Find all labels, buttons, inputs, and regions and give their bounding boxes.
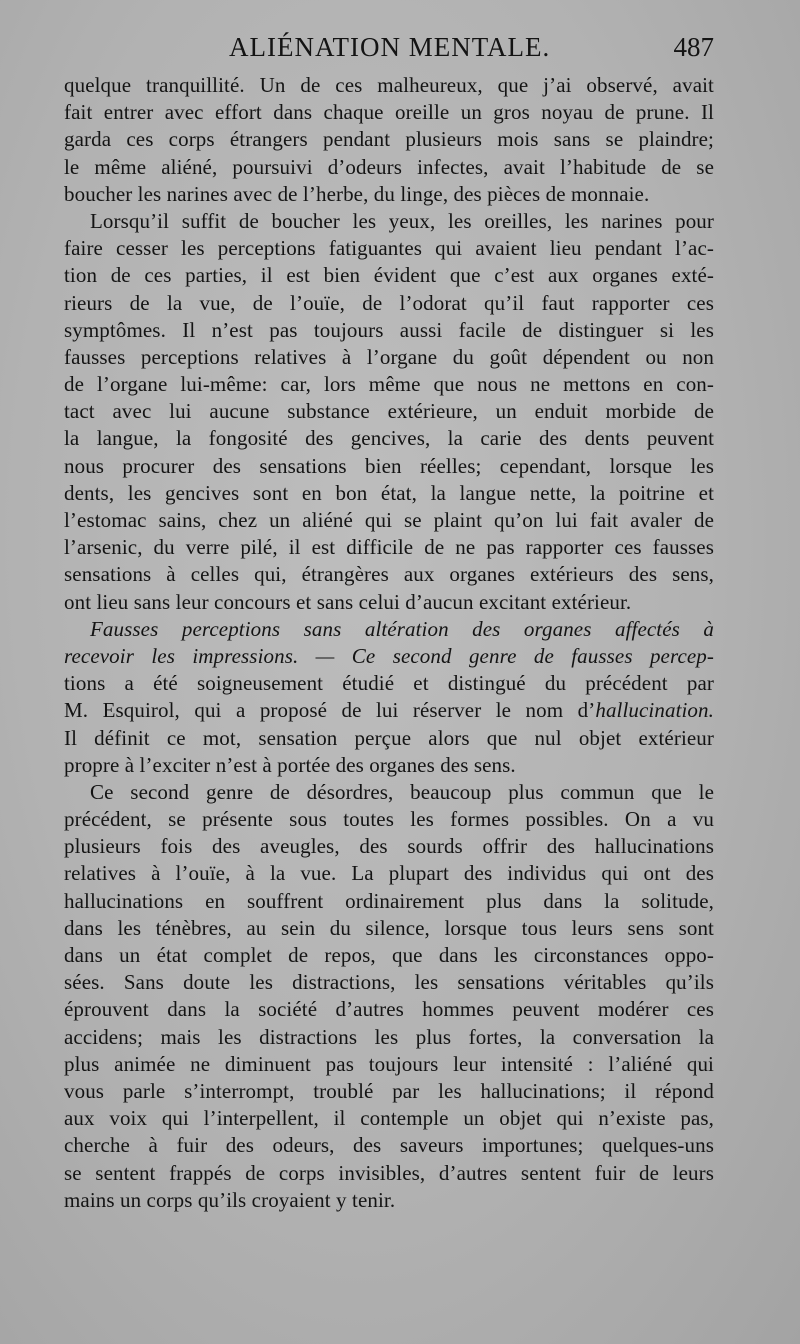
italic-run: Fausses perceptions sans altération des organes affectés à (90, 616, 714, 641)
text-line: se sentent frappés de corps invisibles, d’autres sentent fuir de leurs (64, 1160, 714, 1185)
text-line: Ce second genre de désordres, beaucoup plus commun que le (90, 779, 714, 804)
text-line-italic: recevoir les impressions. — Ce second genre de fausses percep- (64, 643, 714, 668)
body-text (64, 72, 714, 1214)
text-line: tact avec lui aucune substance extérieure, un enduit morbide de (64, 399, 714, 424)
text-line: dans un état complet de repos, que dans les circonstances oppo- (64, 943, 714, 967)
text-line: fausses perceptions relatives à l’organe du goût dépendent ou non (64, 344, 714, 369)
page-header (64, 30, 714, 64)
text-line: aux voix qui l’interpellent, il contemple un objet qui n’existe pas, (64, 1106, 714, 1131)
text-line: mains un corps qu’ils croyaient y tenir. (64, 1187, 396, 1212)
text-line: symptômes. Il n’est pas toujours aussi facile de distinguer si les (64, 317, 714, 342)
text-line: cherche à fuir des odeurs, des saveurs importunes; quelques-uns (64, 1133, 714, 1158)
text-line: vous parle s’interrompt, troublé par les hallucinations; il répond (64, 1078, 714, 1103)
text-line: boucher les narines avec de l’herbe, du linge, des pièces de monnaie. (64, 181, 650, 206)
page-number: 487 (673, 32, 714, 62)
text-run: M. Esquirol, qui a proposé de lui réserver le nom d’ (64, 698, 596, 723)
text-line: éprouvent dans la société d’autres hommes peuvent modérer ces (64, 997, 714, 1022)
text-line: sées. Sans doute les distractions, les sensations véritables qu’ils (64, 970, 714, 995)
text-line: faire cesser les perceptions fatiguantes qui avaient lieu pendant l’ac- (64, 236, 714, 261)
text-line: le même aliéné, poursuivi d’odeurs infectes, avait l’habitude de se (64, 154, 714, 179)
text-line: plus animée ne diminuent pas toujours leur intensité : l’aliéné qui (64, 1051, 714, 1076)
text-line: accidens; mais les distractions les plus fortes, la conversation la (64, 1024, 714, 1049)
text-line: nous procurer des sensations bien réelles; cependant, lorsque les (64, 453, 714, 478)
text-line-italic (64, 616, 714, 643)
text-line: la langue, la fongosité des gencives, la carie des dents peuvent (64, 426, 714, 451)
text-line: l’arsenic, du verre pilé, il est difficile de ne pas rapporter ces fausses (64, 535, 714, 560)
text-line: propre à l’exciter n’est à portée des organes des sens. (64, 752, 516, 777)
text-line: sensations à celles qui, étrangères aux organes extérieurs des sens, (64, 562, 714, 587)
text-line: dents, les gencives sont en bon état, la langue nette, la poitrine et (64, 480, 714, 505)
text-line: quelque tranquillité. Un de ces malheureux, que j’ai observé, avait (64, 73, 714, 97)
text-line: tions a été soigneusement étudié et distingué du précédent par (64, 671, 714, 696)
text-line: ont lieu sans leur concours et sans celui d’aucun excitant extérieur. (64, 589, 632, 614)
text-line: l’estomac sains, chez un aliéné qui se plaint qu’on lui fait avaler de (64, 508, 714, 532)
running-title: ALIÉNATION MENTALE. (229, 32, 551, 62)
text-line: fait entrer avec effort dans chaque oreille un gros noyau de prune. Il (64, 100, 714, 125)
text-line: hallucinations en souffrent ordinairement plus dans la solitude, (64, 888, 714, 913)
text-line: Lorsqu’il suffit de boucher les yeux, les oreilles, les narines pour (90, 208, 714, 233)
text-line: dans les ténèbres, au sein du silence, lorsque tous leurs sens sont (64, 915, 714, 940)
text-line: précédent, se présente sous toutes les formes possibles. On a vu (64, 807, 714, 832)
text-line: Il définit ce mot, sensation perçue alors que nul objet extérieur (64, 725, 714, 750)
text-line: plusieurs fois des aveugles, des sourds offrir des hallucinations (64, 834, 714, 859)
italic-run: hallucination. (595, 698, 714, 723)
text-line: de l’organe lui-même: car, lors même que nous ne mettons en con- (64, 372, 714, 397)
text-line: relatives à l’ouïe, à la vue. La plupart des individus qui ont des (64, 861, 714, 886)
text-line: tion de ces parties, il est bien évident que c’est aux organes exté- (64, 263, 714, 288)
text-line: rieurs de la vue, de l’ouïe, de l’odorat qu’il faut rapporter ces (64, 290, 714, 315)
text-line (64, 697, 714, 724)
text-line: garda ces corps étrangers pendant plusieurs mois sans se plaindre; (64, 127, 714, 152)
